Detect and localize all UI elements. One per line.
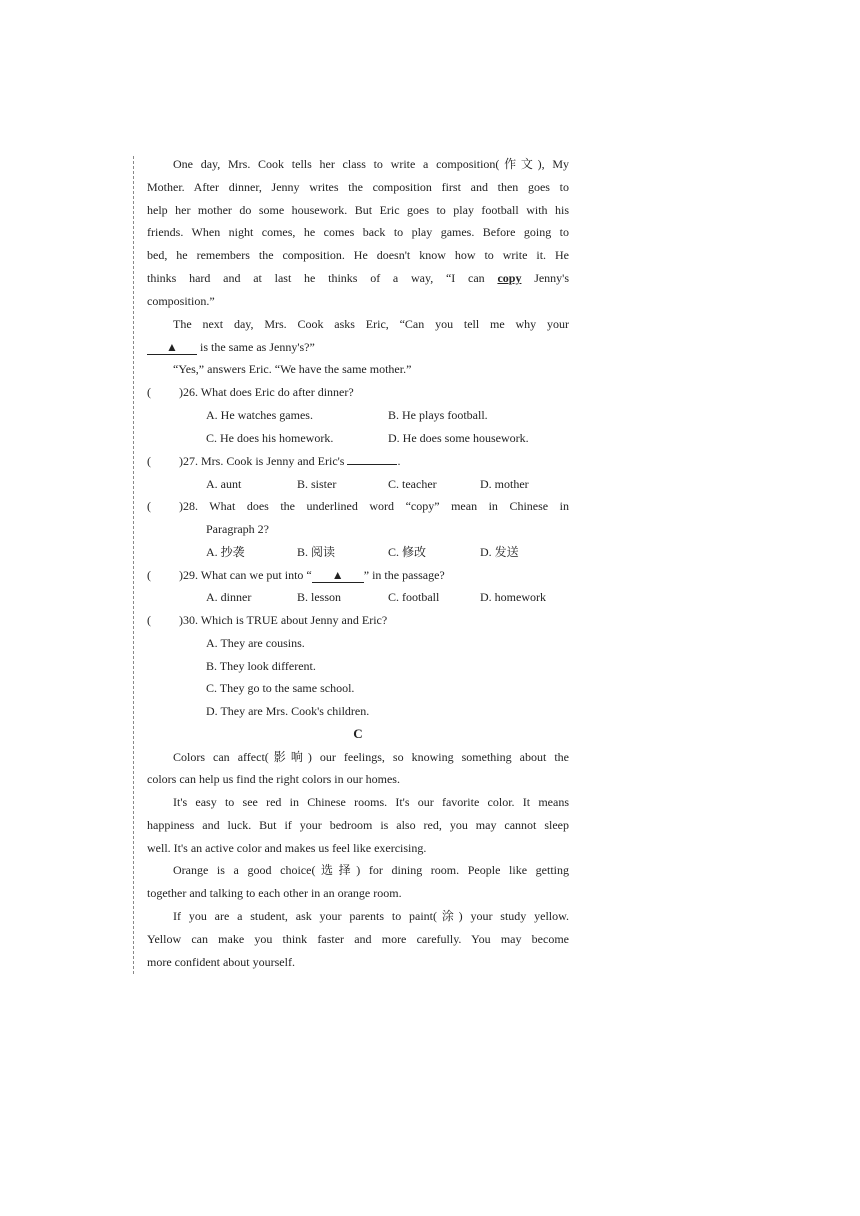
option-b: B. lesson [297,590,342,604]
answer-bracket: ( [147,568,151,582]
answer-bracket: ( [147,454,151,468]
section-heading: C [353,726,363,741]
passage-text: thinks hard and at last he thinks of a way, “I can [147,271,485,285]
passage-line [147,271,569,285]
question-29 [147,568,445,583]
question-stem: )27. Mrs. Cook is Jenny and Eric's [179,454,345,468]
passage-line: together and talking to each other in an orange room. [147,886,402,900]
question-stem-line2: Paragraph 2? [206,522,269,536]
passage-line: If you are a student, ask your parents to paint(涂) your study yellow. [173,909,569,923]
question-26 [147,385,354,399]
passage-line: bed, he remembers the composition. He doesn't know how to write it. He [147,248,569,262]
answer-bracket: ( [147,499,151,513]
passage-line: help her mother do some housework. But Eric goes to play football with his [147,203,569,217]
option-c: C. He does his homework. [206,431,334,445]
passage-line: The next day, Mrs. Cook asks Eric, “Can you tell me why your [173,317,569,331]
option-b: B. He plays football. [388,408,488,422]
passage-line: Orange is a good choice(选择) for dining room. People like getting [173,863,569,877]
question-28 [147,499,569,513]
question-stem: )28. What does the underlined word “copy” mean in Chinese in [179,499,569,513]
option-a: A. aunt [206,477,242,491]
question-stem-end: ” in the passage? [363,568,445,582]
passage-line: friends. When night comes, he comes back to play games. Before going to [147,225,569,239]
passage-text: is the same as Jenny's?” [200,340,315,354]
question-27 [147,454,400,468]
option-c: C. They go to the same school. [206,681,355,695]
passage-line: Mother. After dinner, Jenny writes the composition first and then goes to [147,180,569,194]
passage-text: Jenny's [534,271,570,285]
option-d: D. 发送 [480,545,519,559]
passage-line: “Yes,” answers Eric. “We have the same mother.” [173,362,412,376]
answer-bracket: ( [147,613,151,627]
passage-line: One day, Mrs. Cook tells her class to write a composition(作文), My [173,157,569,171]
option-a: A. He watches games. [206,408,313,422]
option-b: B. sister [297,477,337,491]
underlined-word-copy: copy [497,271,522,285]
option-c: C. football [388,590,440,604]
question-stem: )29. What can we put into “ [179,568,312,582]
question-stem: )26. What does Eric do after dinner? [179,385,354,399]
passage-line: Colors can affect(影响) our feelings, so knowing something about the [173,750,569,764]
option-a: A. They are cousins. [206,636,305,650]
passage-line: colors can help us find the right colors in our homes. [147,772,400,786]
option-b: B. 阅读 [297,545,336,559]
option-d: D. homework [480,590,546,604]
question-stem: )30. Which is TRUE about Jenny and Eric? [179,613,388,627]
option-d: D. mother [480,477,529,491]
answer-bracket: ( [147,385,151,399]
question-30 [147,613,387,627]
option-a: A. dinner [206,590,252,604]
option-c: C. 修改 [388,545,427,559]
option-a: A. 抄袭 [206,545,245,559]
passage-line: Yellow can make you think faster and more carefully. You may become [147,932,569,946]
option-d: D. They are Mrs. Cook's children. [206,704,370,718]
passage-line: It's easy to see red in Chinese rooms. It's our favorite color. It means [173,795,569,809]
binding-margin-line [133,156,134,974]
answer-blank [347,464,397,465]
passage-line [147,340,315,355]
question-stem-end: . [397,454,401,468]
blank-triangle: ▲ [312,568,364,583]
option-c: C. teacher [388,477,437,491]
passage-line: happiness and luck. But if your bedroom is also red, you may cannot sleep [147,818,569,832]
passage-line: more confident about yourself. [147,955,295,969]
blank-triangle: ▲ [147,340,197,355]
passage-line: well. It's an active color and makes us feel like exercising. [147,841,427,855]
option-b: B. They look different. [206,659,316,673]
passage-line: composition.” [147,294,215,308]
option-d: D. He does some housework. [388,431,529,445]
